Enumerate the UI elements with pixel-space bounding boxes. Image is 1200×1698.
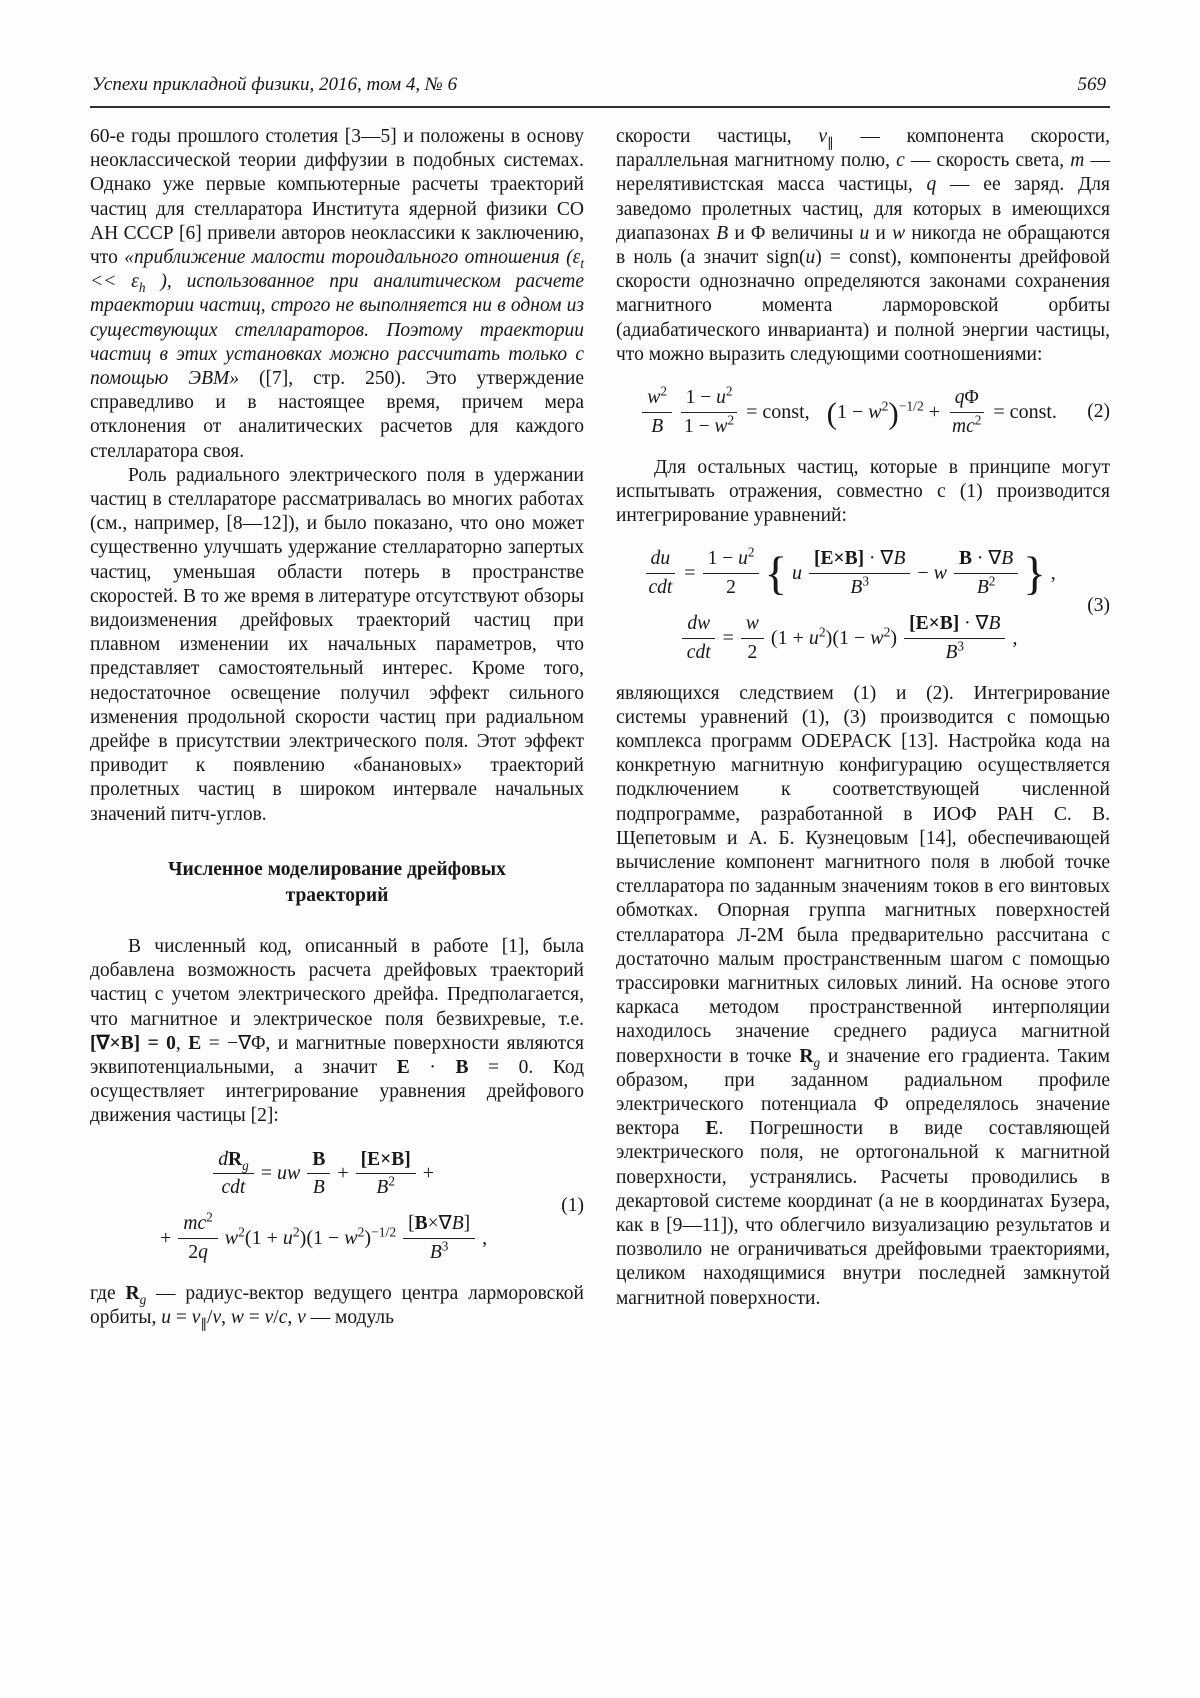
text-run: 2 [188, 1242, 199, 1263]
comma [482, 1227, 487, 1250]
text-run: c [278, 1307, 288, 1329]
fraction-denominator [217, 1174, 251, 1199]
text-run: [E×B] [360, 1148, 411, 1170]
text-run: )(1 − [825, 626, 871, 649]
text-run: ) [890, 626, 898, 649]
plus-operator [337, 1162, 348, 1185]
text-run: )(1 − [299, 1227, 345, 1249]
text-run: 2 [818, 624, 826, 640]
text-run: + [160, 1227, 172, 1249]
equals-const [993, 401, 1057, 424]
text-run: w [224, 1227, 239, 1249]
text-run: B [976, 577, 989, 599]
text-run: w [714, 415, 728, 437]
text-run: du [650, 548, 671, 570]
text-run: dw [687, 612, 711, 634]
fraction-numerator [646, 548, 676, 574]
fraction-ExBgradB-over-B3 [904, 613, 1005, 664]
fraction-numerator [178, 1209, 217, 1239]
text-run: ([7], стр. 250). Это утверждение справедливо и в настоящее время, причем мера отклонения от аналитических расчетов для каждого стелларатора своя. [90, 368, 585, 462]
fraction-numerator [681, 383, 738, 413]
text-run: 2 [725, 383, 733, 399]
fraction-B-over-B [307, 1149, 330, 1200]
text-run: — модуль [305, 1307, 394, 1329]
fraction-numerator [682, 613, 715, 639]
comma [1051, 562, 1056, 585]
text-run: — радиус-вектор ведущего центра ларморовской орбиты, [90, 1282, 584, 1329]
text-run: v [264, 1307, 274, 1329]
equation-body [616, 544, 1083, 663]
text-run: B [376, 1177, 389, 1199]
fraction-ExB-over-B2 [356, 1149, 416, 1200]
equation-line [642, 383, 1057, 438]
text-run: 2 [747, 641, 758, 663]
text-run: cdt [221, 1177, 246, 1199]
text-run: ] [463, 1213, 471, 1235]
text-run: , [1050, 562, 1056, 585]
text-run: , [175, 1032, 189, 1054]
equation-drift-motion [90, 1149, 584, 1264]
text-run: −1/2 [898, 398, 924, 414]
text-run: u [808, 626, 819, 649]
text-run: − [917, 562, 934, 585]
text-run: · ∇ [864, 548, 894, 570]
left-column [90, 125, 584, 1330]
text-run: t [580, 255, 584, 271]
fraction-denominator [972, 574, 1001, 599]
text-run: v [191, 1307, 201, 1329]
two-column-layout [90, 125, 1110, 1330]
text-run: w [344, 1227, 358, 1249]
text-run: 2 [238, 1224, 245, 1240]
equation-term [826, 395, 941, 431]
text-run: u [792, 562, 803, 585]
text-run: R [227, 1148, 243, 1170]
text-run: B [1001, 548, 1014, 570]
text-run: 1 − [683, 415, 715, 437]
equation-body [616, 383, 1083, 438]
text-run: B [850, 577, 863, 599]
text-run: 2 [881, 398, 889, 414]
text-run: u [716, 387, 726, 409]
text-run: v [297, 1307, 306, 1329]
text-run: sign( [766, 247, 806, 269]
fraction-mc2-over-2q [178, 1209, 217, 1264]
fraction-numerator [307, 1149, 330, 1175]
equation-number: (2) [1087, 401, 1110, 423]
text-run: (1 + [770, 626, 809, 649]
text-run: ) = const), компоненты дрейфовой скорости однозначно определяются законами сохранения магнитного момента ларморовской орбиты (адиабатического инварианта) и полной энергии частицы, что можно выразить следующими соотношениями: [616, 247, 1110, 365]
text-run: cdt [686, 641, 711, 663]
plus-operator [160, 1227, 171, 1250]
fraction-w-over-2 [741, 613, 764, 664]
text-run: 2 [388, 1173, 395, 1189]
fraction-numerator [741, 613, 764, 639]
fraction-denominator [940, 639, 969, 664]
paragraph-integration-details [616, 682, 1110, 1311]
text-run: 2 [988, 573, 996, 589]
text-run: B [451, 1213, 464, 1235]
text-run: w [230, 1307, 244, 1329]
plus-operator [423, 1162, 434, 1185]
text-run: В численный код, описанный в работе [1], была добавлена возможность расчета дрейфовых траекторий частиц с учетом электрического дрейфа. Предполагается, что магнитное и электрическое поля безвихревые, т.е. [90, 935, 584, 1030]
text-run: 2 [357, 1224, 365, 1240]
text-run: u [161, 1307, 171, 1329]
text-run: 3 [957, 638, 965, 654]
text-run: u [805, 247, 816, 269]
text-run: g [139, 1291, 147, 1307]
fraction-numerator [954, 548, 1018, 574]
text-run: q [954, 387, 965, 409]
text-run: и значение его градиента. Таким образом, при заданном радиальном профиле электрического потенциала Φ определялось значение вектора [616, 1045, 1111, 1140]
text-run: mc [952, 415, 975, 437]
text-run: = [260, 1162, 277, 1185]
text-run: . Погрешности в виде составляющей электрического поля, не ортогональной к магнитной поверхности, устранялись. Расчеты проводились в декартовой системе координат (а не в координатах Бузера, как в [9—11]), что облегчило визуализацию результатов и позволило не ограничиваться дрейфовыми траекториями, целиком находящимися внутри последней замкнутой магнитной поверхности. [616, 1118, 1110, 1309]
fraction-numerator [356, 1149, 416, 1175]
text-run: = const. [993, 400, 1057, 423]
text-run: , [287, 1307, 298, 1329]
text-run: B [429, 1242, 442, 1263]
text-run: / [273, 1307, 279, 1329]
text-run: — нерелятивистская масса частицы, [616, 150, 1110, 196]
text-run: = −∇Φ, и магнитные поверхности являются эквипотенциальными, а значит [90, 1032, 584, 1078]
text-run: 1 − [707, 548, 739, 570]
text-run: · ∇ [959, 612, 989, 634]
text-run: << ε [90, 271, 139, 293]
text-run: ( [826, 395, 837, 431]
text-run: w [933, 562, 947, 585]
equation-line [160, 1209, 488, 1264]
text-run: R [125, 1282, 140, 1304]
fraction-denominator [845, 574, 874, 599]
text-run: 2 [747, 544, 755, 560]
text-run: ∥ [200, 1315, 208, 1331]
fraction-denominator [371, 1174, 400, 1199]
equation-line [213, 1149, 434, 1200]
fraction-denominator [679, 413, 739, 438]
text-run: 60-е годы прошлого столетия [3—5] и положены в основу неоклассической теории диффузии в подобных системах. Однако уже первые компьютерные расчеты траекторий частиц для стелларатора Института ядерной физики СО АН СССР [6] привели авторов неоклассики к заключению, что [90, 126, 584, 269]
text-run: + [337, 1162, 349, 1185]
text-run: являющихся следствием (1) и (2). Интегрирование системы уравнений (1), (3) производится с помощью комплекса программ ODEPACK [13]. Настройка кода на конкретную магнитную конфигурацию осуществляется подключением к соответствующей численной подпрограмме, разработанной в ИОФ РАН С. В. Щепетовым и А. Б. Кузнецовым [14], обеспечивающей вычисление компонент магнитного поля в любой точке стелларатора по заданным значениям токов в его винтовых обмотках. Опорная группа магнитных поверхностей стелларатора Л-2М была предварительно рассчитана с достаточно малым пространственным шагом с помощью трассировки магнитных силовых линий. На основе этого каркаса методом пространственной интерполяции находилось значение среднего радиуса магнитной поверхности в точке [616, 682, 1110, 1067]
equation-term [792, 562, 802, 585]
text-run: v [818, 126, 828, 147]
text-run: = [170, 1307, 192, 1329]
fraction-du-cdt [643, 548, 677, 599]
fraction-denominator [682, 639, 716, 664]
paragraph-notation [90, 1282, 584, 1330]
text-run: B [988, 612, 1001, 634]
text-run: u [859, 222, 870, 244]
text-run: [∇×B] = 0 [90, 1032, 176, 1054]
equation-term [770, 624, 898, 650]
text-run: B [945, 641, 958, 663]
fraction-BxGradB-over-B3 [403, 1213, 475, 1264]
text-run: — компонента скорости, параллельная магнитному полю, [616, 126, 1110, 172]
fraction-numerator [904, 613, 1005, 639]
text-run: g [813, 1054, 821, 1070]
paragraph-reflected-particles: Для остальных частиц, которые в принципе могут испытывать отражения, совместно с (1) производится интегрирование уравнений: [616, 456, 1110, 527]
text-run: никогда не обращаются в ноль (а значит [616, 222, 1110, 269]
text-run: u [282, 1227, 293, 1249]
fraction-denominator [425, 1239, 454, 1264]
text-run: w [870, 626, 884, 649]
equation-line [682, 613, 1018, 664]
fraction-BgradB-over-B2 [954, 548, 1018, 599]
fraction-denominator [743, 639, 763, 664]
text-run: , [221, 1307, 231, 1329]
text-run: 2 [727, 412, 735, 428]
text-run: w [868, 400, 882, 423]
right-column [616, 125, 1110, 1330]
fraction-qPhi-over-mc2 [947, 387, 986, 438]
equation-term [261, 1162, 301, 1185]
text-run: 3 [441, 1238, 449, 1254]
text-run: h [138, 280, 146, 296]
text-run: B [312, 1148, 326, 1170]
text-run: = [243, 1307, 265, 1329]
fraction-numerator [213, 1149, 253, 1175]
text-run: w [745, 612, 759, 634]
text-run: и [869, 222, 893, 244]
fraction-numerator [809, 548, 910, 574]
text-run: v [212, 1307, 222, 1329]
text-run: 2 [206, 1209, 213, 1225]
text-run: E [396, 1056, 410, 1078]
text-run: u [738, 548, 748, 570]
paragraph-radial-field-role: Роль радиального электрического поля в удержании частиц в стеллараторе рассматривалась во многих работах (см., например, [8—12]), и было показано, что оно может существенно улучшать удержание стеллараторно запертых частиц, уменьшая области потерь в пространстве скоростей. В то же время в литературе отсутствуют обзоры видоизменения дрейфовых траекторий частиц при плавном изменении их начальных параметров, что представляет самостоятельный интерес. Кроме того, недостаточное освещение получил эффект сильного изменения продольной скорости частиц при радиальном дрейфе в присутствии электрического поля. Этот эффект приводит к появлению «банановых» траекторий пролетных частиц в широком интервале начальных значений питч-углов. [90, 464, 584, 825]
text-run: — ее заряд. Для заведомо пролетных частиц, для которых в имеющихся диапазонах [616, 174, 1110, 244]
text-run: и Φ величины [728, 222, 860, 244]
fraction-w2-over-B [642, 383, 672, 438]
text-run: скорости частицы, [616, 126, 819, 147]
fraction-denominator [721, 574, 741, 599]
fraction-numerator [703, 544, 760, 574]
text-run: 2 [660, 383, 667, 399]
text-run: = 0. Код осуществляет интегрирование уравнения дрейфового движения частицы [2]: [90, 1056, 585, 1127]
running-header [90, 74, 1110, 108]
fraction-dw-cdt [682, 613, 716, 664]
equals-const [746, 401, 810, 424]
equation-invariants [616, 383, 1110, 438]
fraction-1mu2-over-2 [703, 544, 760, 599]
text-run: d [218, 1148, 228, 1170]
fraction-denominator [183, 1239, 213, 1264]
equals-sign [723, 627, 734, 650]
fraction-dRg-cdt [213, 1149, 253, 1200]
page-number: 569 [1077, 74, 1106, 95]
text-run: , [482, 1227, 488, 1249]
text-run: / [207, 1307, 213, 1329]
text-run: 1 − [685, 387, 717, 409]
text-run: ∥ [827, 134, 834, 150]
text-run: = const, [746, 400, 810, 423]
equation-body [90, 1149, 557, 1264]
equation-term [224, 1224, 397, 1250]
text-run: , [1012, 626, 1018, 649]
text-run: q [198, 1242, 208, 1263]
text-run: w [892, 222, 906, 244]
text-run: uw [276, 1162, 301, 1185]
fraction-numerator [642, 383, 672, 413]
equation-number: (1) [561, 1195, 584, 1217]
text-run: ), использованное при аналитическом расчете траектории частиц, строго не выполняется ни в одном из существующих стеллараторов. Поэтому траектории частиц в этих установках можно рассчитать только с помощью ЭВМ» [90, 271, 584, 390]
minus-w-term [917, 562, 947, 585]
paragraph-numerical-code [90, 935, 584, 1129]
text-run: (1 + [244, 1227, 283, 1249]
text-run: B [312, 1177, 325, 1199]
text-run: Φ [964, 387, 979, 409]
text-run: g [242, 1157, 249, 1173]
text-run: m [1070, 150, 1085, 172]
fraction-numerator [950, 387, 984, 413]
text-run: B [893, 548, 906, 570]
text-run: 3 [862, 573, 869, 589]
text-run: 2 [974, 412, 982, 428]
fraction-denominator [308, 1174, 330, 1199]
fraction-denominator [643, 574, 677, 599]
text-run: 1 − [836, 400, 869, 423]
equals-sign [684, 562, 695, 585]
text-run: 2 [883, 624, 891, 640]
text-run: q [926, 174, 937, 196]
text-run: B [414, 1213, 428, 1235]
text-run: [E×B] [814, 548, 865, 570]
text-run: = [722, 626, 734, 649]
fraction-1mu2-over-1mw2 [679, 383, 739, 438]
fraction-numerator [403, 1213, 475, 1239]
text-run: c [896, 150, 905, 172]
journal-title: Успехи прикладной физики, 2016, том 4, № 6 [92, 74, 458, 95]
text-run: mc [183, 1213, 207, 1235]
text-run: 2 [292, 1224, 300, 1240]
text-run: «приближение малости тороидального отношения (ε [124, 247, 581, 269]
section-heading-numerical-modeling: Численное моделирование дрейфовых траекторий [168, 858, 506, 906]
paragraph-introduction-continued [90, 125, 584, 464]
text-run: [ [408, 1213, 415, 1235]
text-run: w [647, 387, 661, 409]
text-run: — скорость света, [904, 150, 1071, 172]
comma [1012, 627, 1017, 650]
text-run: + [422, 1162, 435, 1185]
fraction-denominator [646, 413, 668, 438]
text-run: где [90, 1282, 126, 1304]
text-run: B [455, 1056, 469, 1078]
text-run: · [409, 1056, 456, 1078]
text-run: ) [888, 395, 899, 431]
text-run: 2 [726, 577, 736, 599]
text-run: + [923, 400, 941, 423]
equation-line: $\frac{du}{\text{cdt}}$ = $\frac{1 - u^2}{2}$ { u $\frac{[E\times B] \cdot \nabla B}{B^3}$ − w $\frac{B \cdot \nabla B}{B^2}$ } , [643, 548, 1055, 599]
text-run: cdt [648, 577, 673, 599]
paragraph-velocity-components [616, 125, 1110, 367]
text-run: B [716, 222, 729, 244]
text-run: B [958, 548, 972, 570]
equation-number: (3) [1087, 594, 1110, 616]
text-run: ) [364, 1227, 372, 1249]
fraction-denominator [947, 413, 986, 438]
text-run: B [651, 415, 664, 437]
text-run: R [799, 1045, 814, 1067]
text-run: −1/2 [371, 1224, 397, 1240]
fraction-ExBgradB-over-B3 [809, 548, 910, 599]
text-run: E [705, 1118, 719, 1140]
equation-du-dw [616, 544, 1110, 663]
text-run: E [188, 1032, 202, 1054]
text-run: · ∇ [972, 548, 1002, 570]
text-run: = [684, 562, 696, 585]
text-run: [E×B] [909, 612, 960, 634]
text-run: ×∇ [427, 1213, 452, 1235]
